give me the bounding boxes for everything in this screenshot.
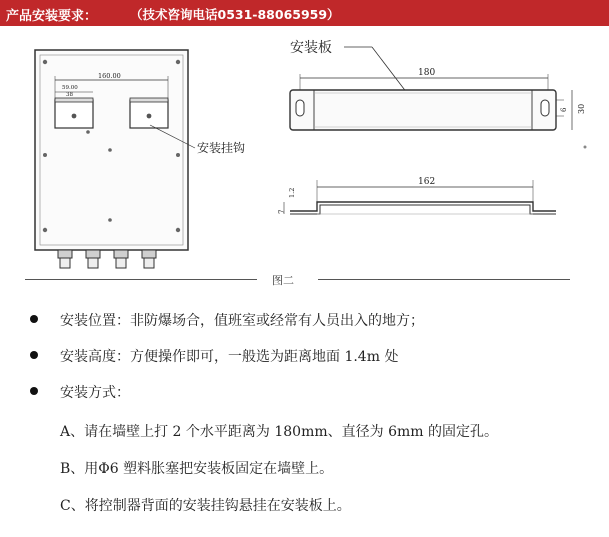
bullet-icon	[30, 387, 38, 395]
figure-caption-row	[0, 272, 609, 288]
header-title: 产品安装要求：	[6, 9, 98, 24]
item-height: 安装高度：方便操作即可，一般选为距离地面 1.4m 处	[30, 346, 398, 368]
mounting-plate-view	[290, 39, 587, 149]
dim-left-total: 160.00	[98, 72, 121, 80]
caption-rule-right	[318, 279, 570, 280]
dim-plate-hole: 6	[560, 107, 568, 112]
plate-label: 安装板	[290, 40, 332, 56]
item-method: 安装方式：	[30, 382, 130, 404]
step-a: A、请在墙壁上打 2 个水平距离为 180mm、直径为 6mm 的固定孔。	[60, 424, 498, 440]
item-location: 安装位置：非防爆场合，值班室或经常有人员出入的地方；	[30, 310, 424, 332]
installation-figure	[0, 30, 609, 290]
dim-left-a: 59.00	[62, 85, 78, 91]
bullet-icon	[30, 315, 38, 323]
dim-side-b: 1.2	[288, 187, 296, 198]
dim-plate-length: 180	[418, 68, 436, 78]
mounting-plate-side-view	[278, 177, 556, 214]
hook-label: 安装挂钩	[197, 141, 246, 155]
step-c: C、将控制器背面的安装挂钩悬挂在安装板上。	[60, 498, 351, 514]
dim-plate-height: 30	[577, 103, 586, 114]
bullet-icon	[30, 351, 38, 359]
step-b: B、用Φ6 塑料胀塞把安装板固定在墙壁上。	[60, 461, 334, 477]
caption-rule-left	[25, 279, 257, 280]
dim-side-a: 7	[278, 209, 286, 214]
header-bar	[0, 0, 609, 26]
dim-plate-inner: 162	[418, 177, 436, 187]
device-back-view	[35, 50, 245, 268]
figure-caption: 图二	[272, 274, 294, 287]
dim-left-b: 38	[66, 92, 73, 98]
header-phone: （技术咨询电话0531-88065959）	[130, 7, 340, 22]
